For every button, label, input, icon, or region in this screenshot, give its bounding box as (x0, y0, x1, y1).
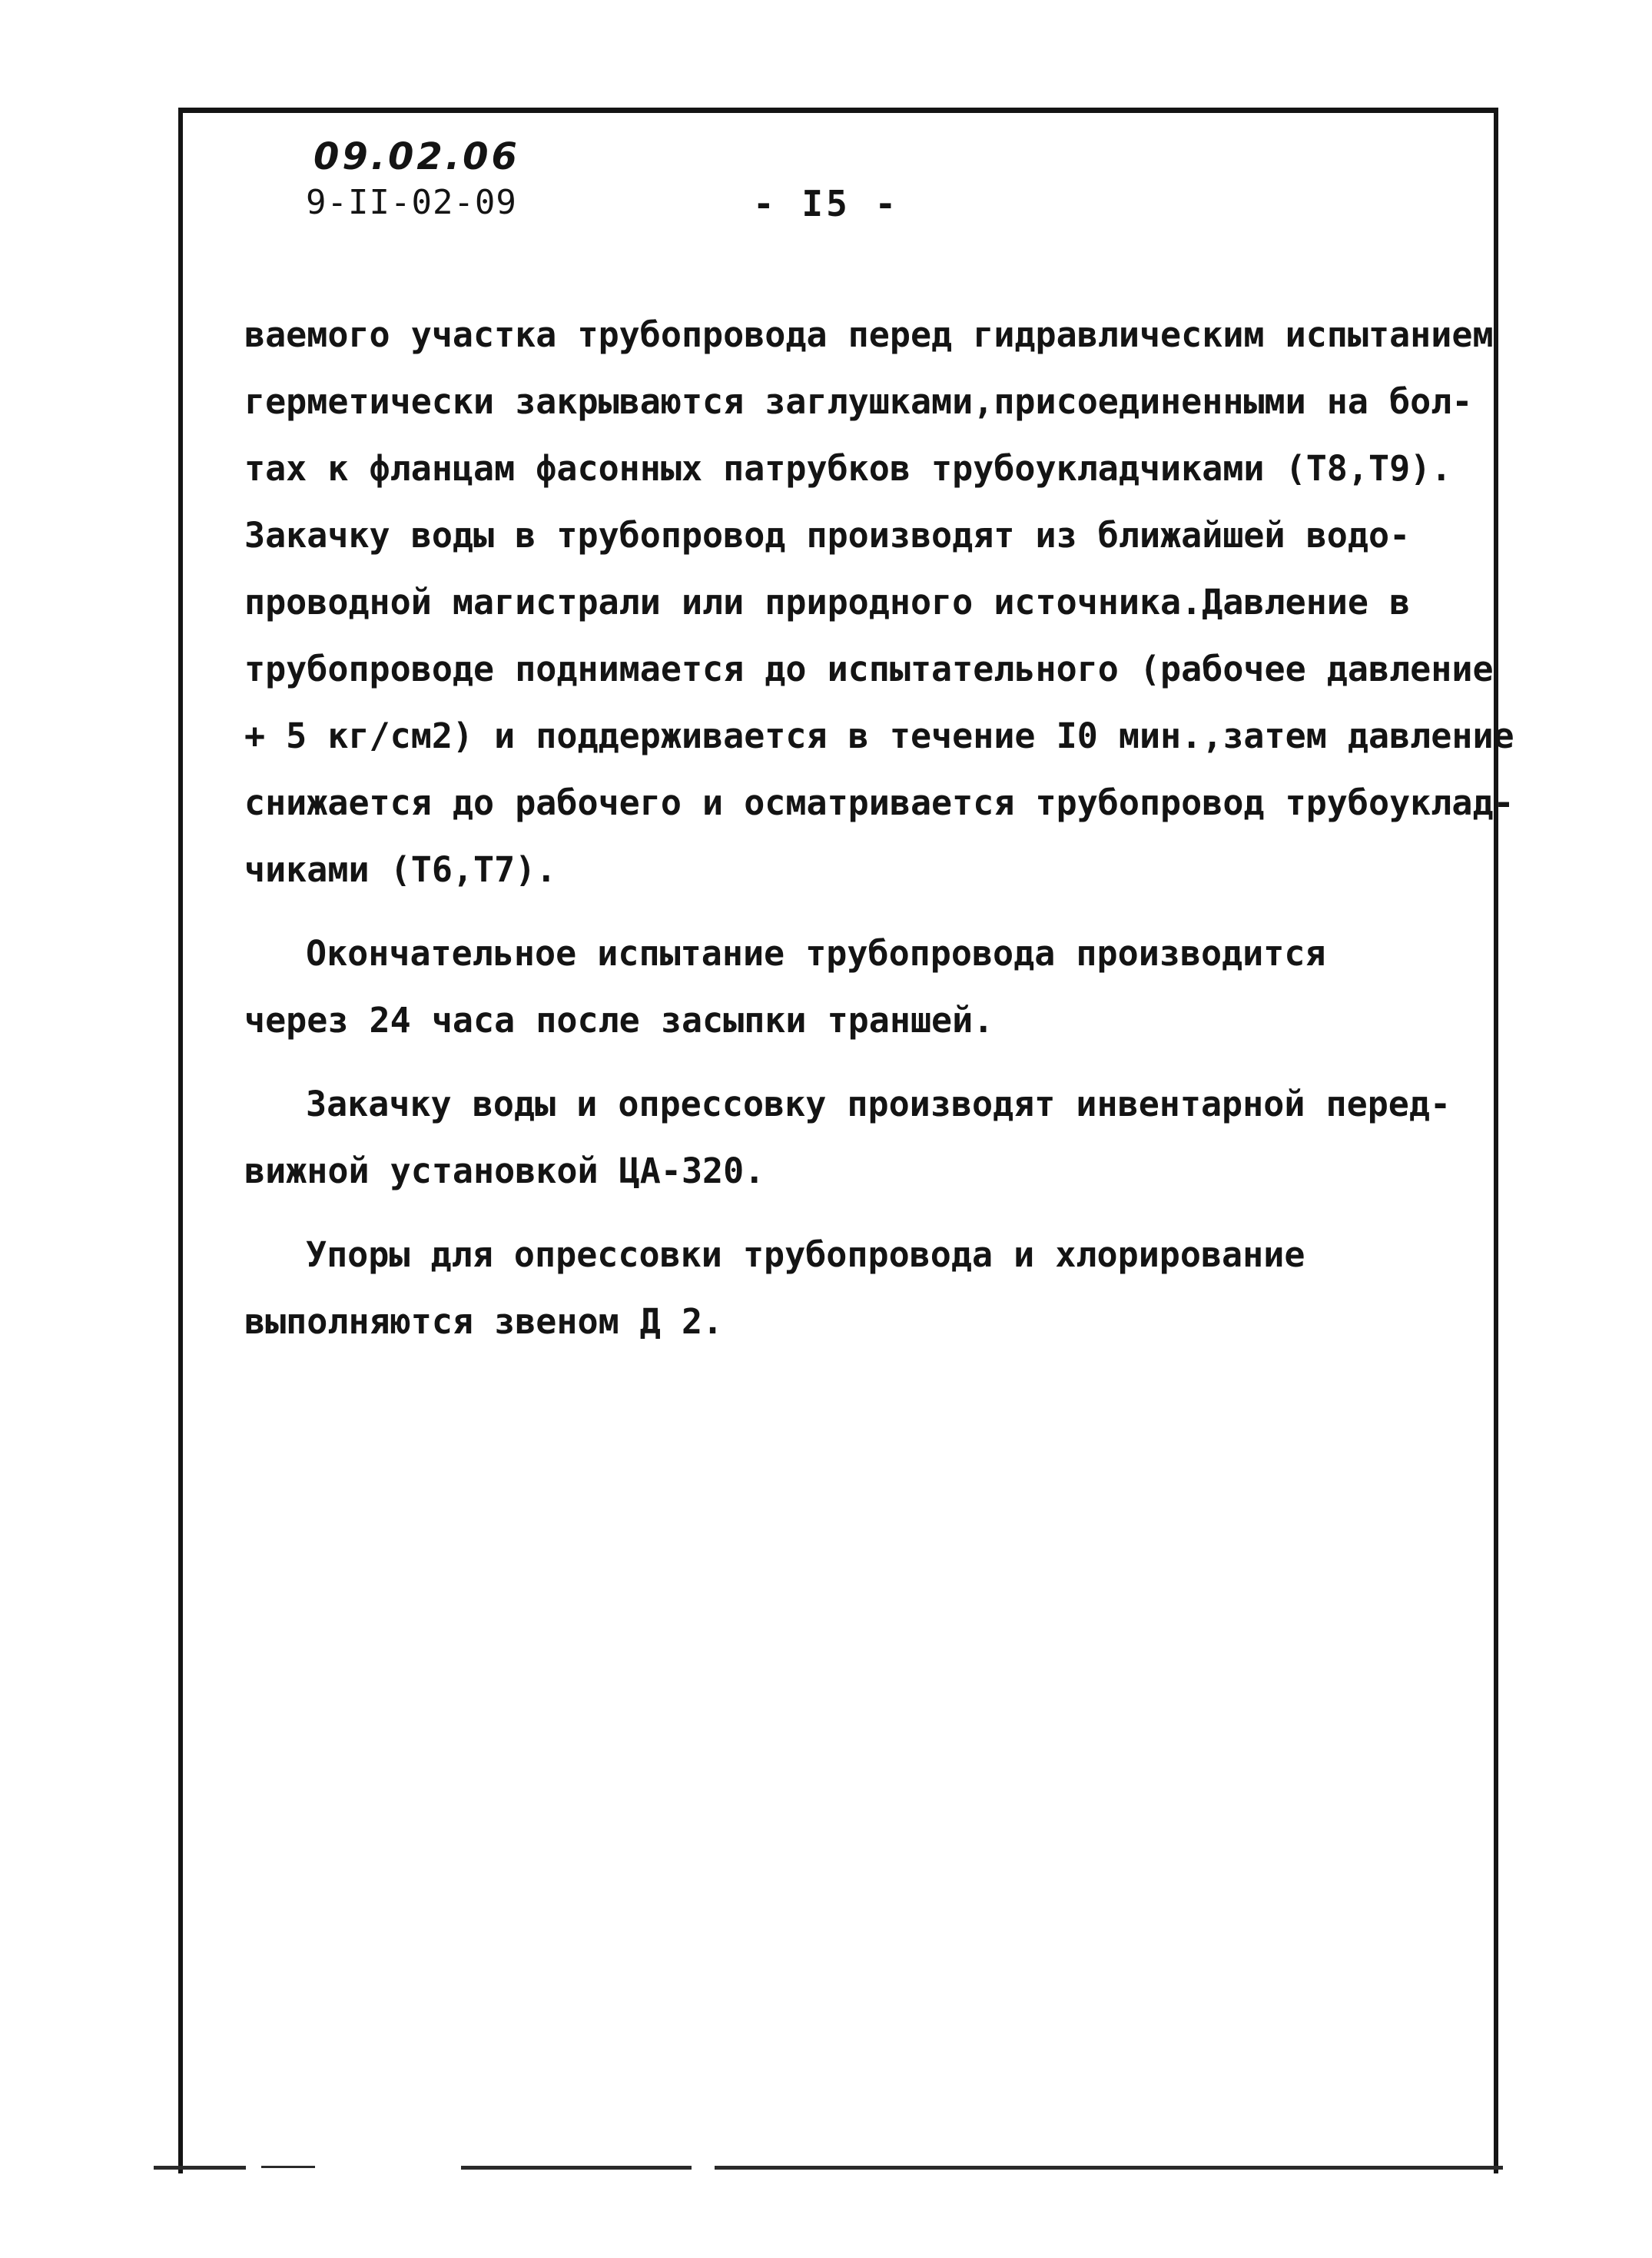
text-line: тах к фланцам фасонных патрубков трубоукладчиками (T8,T9). (244, 448, 1452, 489)
frame-bottom-segment (461, 2166, 692, 2170)
document-code: 9-II-02-09 (306, 183, 517, 222)
text-line: герметически закрываются заглушками,присоединенными на бол- (244, 381, 1473, 422)
text-line: трубопроводе поднимается до испытательного (рабочее давление (244, 649, 1494, 689)
text-line: Закачку воды в трубопровод производят из ближайшей водо- (244, 515, 1411, 556)
text-line: Закачку воды и опрессовку производят инвентарной перед- (306, 1084, 1451, 1124)
paragraph-4 (244, 1221, 1512, 1355)
text-line: проводной магистрали или природного источника.Давление в (244, 582, 1411, 623)
text-line: + 5 кг/см2) и поддерживается в течение I0 мин.,затем давление (244, 716, 1514, 756)
text-line: выполняются звеном Д 2. (244, 1301, 724, 1342)
paragraph-3 (244, 1071, 1512, 1204)
text-line: через 24 часа после засыпки траншей. (244, 1000, 994, 1041)
text-line: чиками (T6,T7). (244, 849, 557, 890)
text-line: снижается до рабочего и осматривается трубопровод трубоуклад- (244, 782, 1514, 823)
frame-bottom-segment (154, 2166, 246, 2170)
text-line: вижной установкой ЦА-320. (244, 1151, 765, 1191)
text-line: Окончательное испытание трубопровода производится (306, 933, 1326, 974)
page-number: - I5 - (753, 183, 900, 224)
frame-bottom-segment (715, 2166, 1503, 2170)
text-line: Упоры для опрессовки трубопровода и хлорирование (306, 1234, 1305, 1275)
text-line: ваемого участка трубопровода перед гидравлическим испытанием (244, 314, 1494, 355)
sheet-code: 09.02.06 (313, 135, 520, 178)
paragraph-1 (244, 301, 1512, 903)
body-text (244, 301, 1512, 1372)
paragraph-2 (244, 920, 1512, 1054)
frame-bottom-segment (261, 2166, 315, 2168)
